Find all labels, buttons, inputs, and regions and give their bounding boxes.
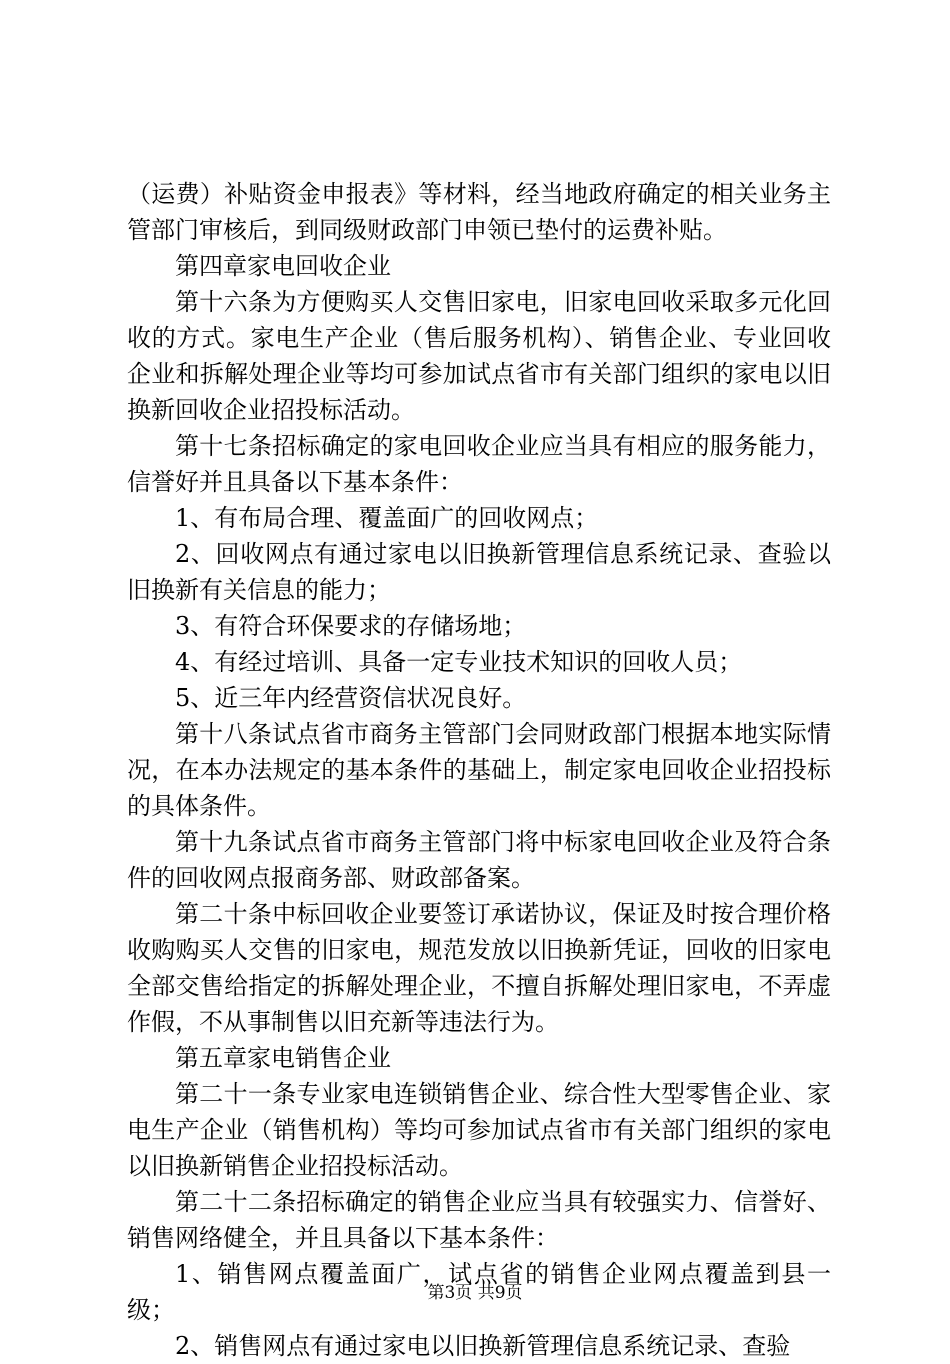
list-item: 4、有经过培训、具备一定专业技术知识的回收人员； xyxy=(175,648,743,676)
paragraph: 第十八条试点省市商务主管部门会同财政部门根据本地实际情况，在本办法规定的基本条件的基础上，制定家电回收企业招投标的具体条件。 xyxy=(127,720,831,820)
document-body xyxy=(127,176,831,1364)
list-item: 3、有符合环保要求的存储场地； xyxy=(175,612,527,640)
list-item: 2、回收网点有通过家电以旧换新管理信息系统记录、查验以旧换新有关信息的能力； xyxy=(127,540,831,604)
list-item: 2、销售网点有通过家电以旧换新管理信息系统记录、查验 xyxy=(175,1332,791,1360)
paragraph: 第二十二条招标确定的销售企业应当具有较强实力、信誉好、销售网络健全，并且具备以下基本条件： xyxy=(127,1188,831,1252)
page-number: 第3页 共9页 xyxy=(427,1283,523,1303)
list-item: 5、近三年内经营资信状况良好。 xyxy=(175,684,527,712)
paragraph: 第二十一条专业家电连锁销售企业、综合性大型零售企业、家电生产企业（销售机构）等均可参加试点省市有关部门组织的家电以旧换新销售企业招投标活动。 xyxy=(127,1080,831,1180)
paragraph: （运费）补贴资金申报表》等材料，经当地政府确定的相关业务主管部门审核后，到同级财政部门申领已垫付的运费补贴。 xyxy=(127,180,831,244)
paragraph: 第十六条为方便购买人交售旧家电，旧家电回收采取多元化回收的方式。家电生产企业（售后服务机构）、销售企业、专业回收企业和拆解处理企业等均可参加试点省市有关部门组织的家电以旧换新回收企业招投标活动。 xyxy=(127,288,831,424)
list-item: 1、有布局合理、覆盖面广的回收网点； xyxy=(175,504,599,532)
list-item: 1、销售网点覆盖面广，试点省的销售企业网点覆盖到县一级； xyxy=(127,1260,831,1324)
paragraph: 第十九条试点省市商务主管部门将中标家电回收企业及符合条件的回收网点报商务部、财政部备案。 xyxy=(127,828,831,892)
chapter-heading: 第四章家电回收企业 xyxy=(175,252,391,280)
paragraph: 第二十条中标回收企业要签订承诺协议，保证及时按合理价格收购购买人交售的旧家电，规范发放以旧换新凭证，回收的旧家电全部交售给指定的拆解处理企业，不擅自拆解处理旧家电，不弄虚作假，不从事制售以旧充新等违法行为。 xyxy=(127,900,831,1036)
chapter-heading: 第五章家电销售企业 xyxy=(175,1044,391,1072)
paragraph: 第十七条招标确定的家电回收企业应当具有相应的服务能力，信誉好并且具备以下基本条件： xyxy=(127,432,831,496)
